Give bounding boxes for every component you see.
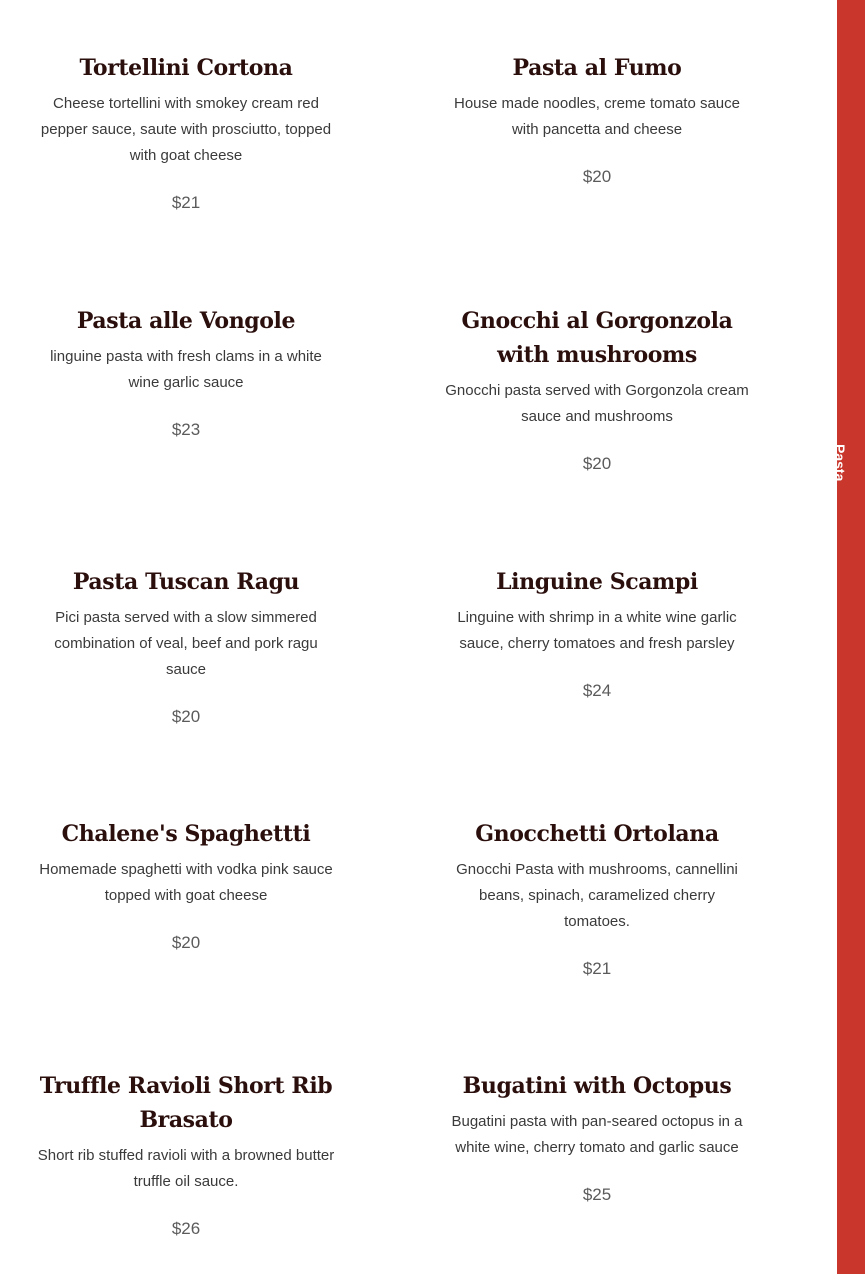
- menu-item-description: Bugatini pasta with pan-seared octopus in a white wine, cherry tomato and garlic sauce: [451, 1113, 743, 1156]
- menu-item-title: Chalene's Spaghettti: [61, 821, 311, 847]
- side-bar-label-text: Pasta: [832, 444, 848, 482]
- menu-item-title: Bugatini with Octopus: [462, 1073, 732, 1099]
- menu-item: [26, 565, 346, 727]
- menu-item: [26, 51, 346, 213]
- menu-item-price: $23: [171, 420, 201, 439]
- menu-item-description: House made noodles, creme tomato sauce with pancetta and cheese: [454, 95, 740, 138]
- menu-item-description: Pici pasta served with a slow simmered combination of veal, beef and pork ragu sauce: [54, 609, 318, 678]
- menu-item-price: $20: [171, 707, 201, 726]
- menu-item: [26, 304, 346, 440]
- menu-item-title: Gnocchetti Ortolana: [475, 821, 719, 847]
- menu-item-price: $26: [171, 1219, 201, 1238]
- menu-item-description: linguine pasta with fresh clams in a white wine garlic sauce: [50, 348, 322, 391]
- menu-item: [437, 304, 757, 474]
- menu-item-description: Cheese tortellini with smokey cream red pepper sauce, saute with prosciutto, topped with goat cheese: [40, 95, 332, 164]
- menu-item: [26, 817, 346, 953]
- side-bar-label: [834, 444, 848, 524]
- menu-item-title: Pasta alle Vongole: [76, 308, 296, 334]
- menu-item-price: $25: [582, 1185, 612, 1204]
- menu-item: [437, 51, 757, 187]
- accent-side-bar: [837, 0, 865, 1274]
- menu-item: [437, 1069, 757, 1205]
- menu-item-description: Gnocchi pasta served with Gorgonzola cream sauce and mushrooms: [445, 382, 749, 425]
- menu-item: [437, 817, 757, 979]
- menu-item-title: Pasta al Fumo: [512, 55, 682, 81]
- menu-item-title: Linguine Scampi: [496, 569, 698, 595]
- menu-item-title: Gnocchi al Gorgonzola with mushrooms: [461, 308, 733, 368]
- menu-item-price: $20: [582, 454, 612, 473]
- menu-item-title: Truffle Ravioli Short Rib Brasato: [39, 1073, 333, 1133]
- menu-item-price: $20: [582, 167, 612, 186]
- menu-item: [437, 565, 757, 701]
- menu-item-price: $20: [171, 933, 201, 952]
- menu-item-description: Linguine with shrimp in a white wine garlic sauce, cherry tomatoes and fresh parsley: [457, 609, 737, 652]
- menu-item-description: Homemade spaghetti with vodka pink sauce topped with goat cheese: [39, 861, 333, 904]
- menu-item-title: Tortellini Cortona: [79, 55, 293, 81]
- menu-item-title: Pasta Tuscan Ragu: [72, 569, 300, 595]
- menu-item: [26, 1069, 346, 1239]
- menu-item-price: $21: [582, 959, 612, 978]
- menu-item-price: $21: [171, 193, 201, 212]
- menu-item-description: Gnocchi Pasta with mushrooms, cannellini beans, spinach, caramelized cherry tomatoes.: [456, 861, 738, 930]
- menu-item-description: Short rib stuffed ravioli with a browned butter truffle oil sauce.: [37, 1147, 335, 1190]
- menu-item-price: $24: [582, 681, 612, 700]
